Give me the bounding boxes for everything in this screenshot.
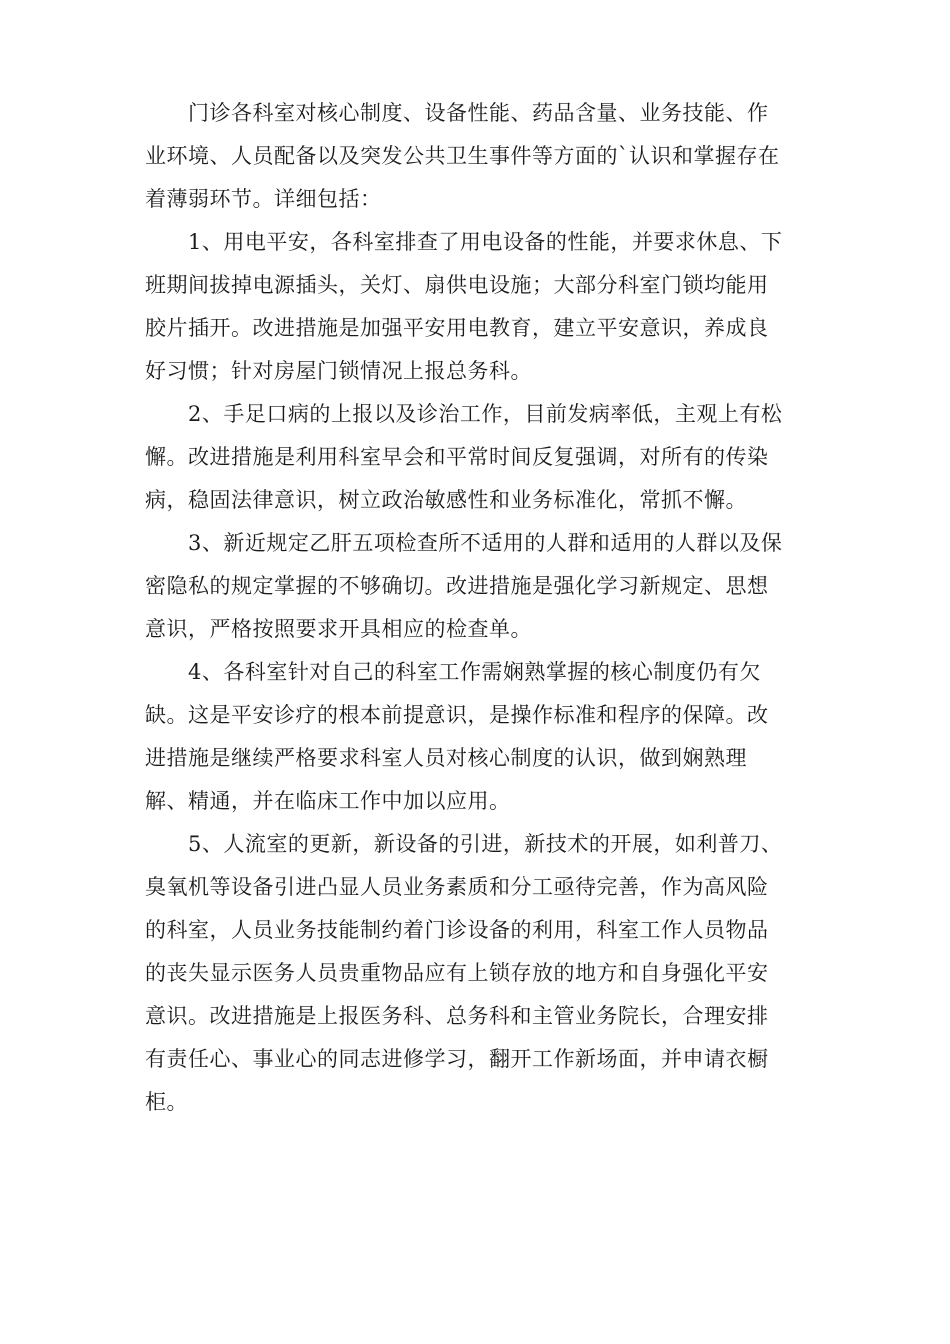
text-line: 的科室，人员业务技能制约着门诊设备的利用，科室工作人员物品 bbox=[145, 918, 769, 942]
paragraph-item-3 bbox=[145, 522, 805, 651]
text-line: 懈。改进措施是利用科室早会和平常时间反复强调，对所有的传染 bbox=[145, 445, 769, 469]
paragraph-intro bbox=[145, 92, 805, 221]
text-line: 3、新近规定乙肝五项检查所不适用的人群和适用的人群以及保 bbox=[145, 531, 783, 555]
text-line: 胶片插开。改进措施是加强平安用电教育，建立平安意识，养成良 bbox=[145, 316, 769, 340]
text-line: 柜。 bbox=[145, 1090, 188, 1114]
text-line: 缺。这是平安诊疗的根本前提意识，是操作标准和程序的保障。改 bbox=[145, 703, 769, 727]
text-line: 5、人流室的更新，新设备的引进，新技术的开展，如利普刀、 bbox=[145, 832, 783, 856]
text-line: 进措施是继续严格要求科室人员对核心制度的认识，做到娴熟理 bbox=[145, 746, 747, 770]
text-line: 业环境、人员配备以及突发公共卫生事件等方面的`认识和掌握存在 bbox=[145, 144, 780, 168]
text-line: 着薄弱环节。详细包括： bbox=[145, 187, 382, 211]
text-line: 臭氧机等设备引进凸显人员业务素质和分工亟待完善，作为高风险 bbox=[145, 875, 769, 899]
paragraph-item-1 bbox=[145, 221, 805, 393]
paragraph-item-2 bbox=[145, 393, 805, 522]
text-line: 意识，严格按照要求开具相应的检查单。 bbox=[145, 617, 532, 641]
text-line: 4、各科室针对自己的科室工作需娴熟掌握的核心制度仍有欠 bbox=[145, 660, 761, 684]
document-body bbox=[145, 92, 805, 1124]
paragraph-item-5 bbox=[145, 823, 805, 1124]
text-line: 的丧失显示医务人员贵重物品应有上锁存放的地方和自身强化平安 bbox=[145, 961, 769, 985]
text-line: 门诊各科室对核心制度、设备性能、药品含量、业务技能、作 bbox=[145, 101, 769, 125]
paragraph-item-4 bbox=[145, 651, 805, 823]
text-line: 密隐私的规定掌握的不够确切。改进措施是强化学习新规定、思想 bbox=[145, 574, 769, 598]
text-line: 解、精通，并在临床工作中加以应用。 bbox=[145, 789, 511, 813]
text-line: 病，稳固法律意识，树立政治敏感性和业务标准化，常抓不懈。 bbox=[145, 488, 747, 512]
text-line: 有责任心、事业心的同志进修学习，翻开工作新场面，并申请衣橱 bbox=[145, 1047, 769, 1071]
text-line: 2、手足口病的上报以及诊治工作，目前发病率低，主观上有松 bbox=[145, 402, 783, 426]
text-line: 班期间拔掉电源插头，关灯、扇供电设施；大部分科室门锁均能用 bbox=[145, 273, 769, 297]
text-line: 好习惯；针对房屋门锁情况上报总务科。 bbox=[145, 359, 532, 383]
text-line: 意识。改进措施是上报医务科、总务科和主管业务院长，合理安排 bbox=[145, 1004, 769, 1028]
text-line: 1、用电平安，各科室排查了用电设备的性能，并要求休息、下 bbox=[145, 230, 783, 254]
